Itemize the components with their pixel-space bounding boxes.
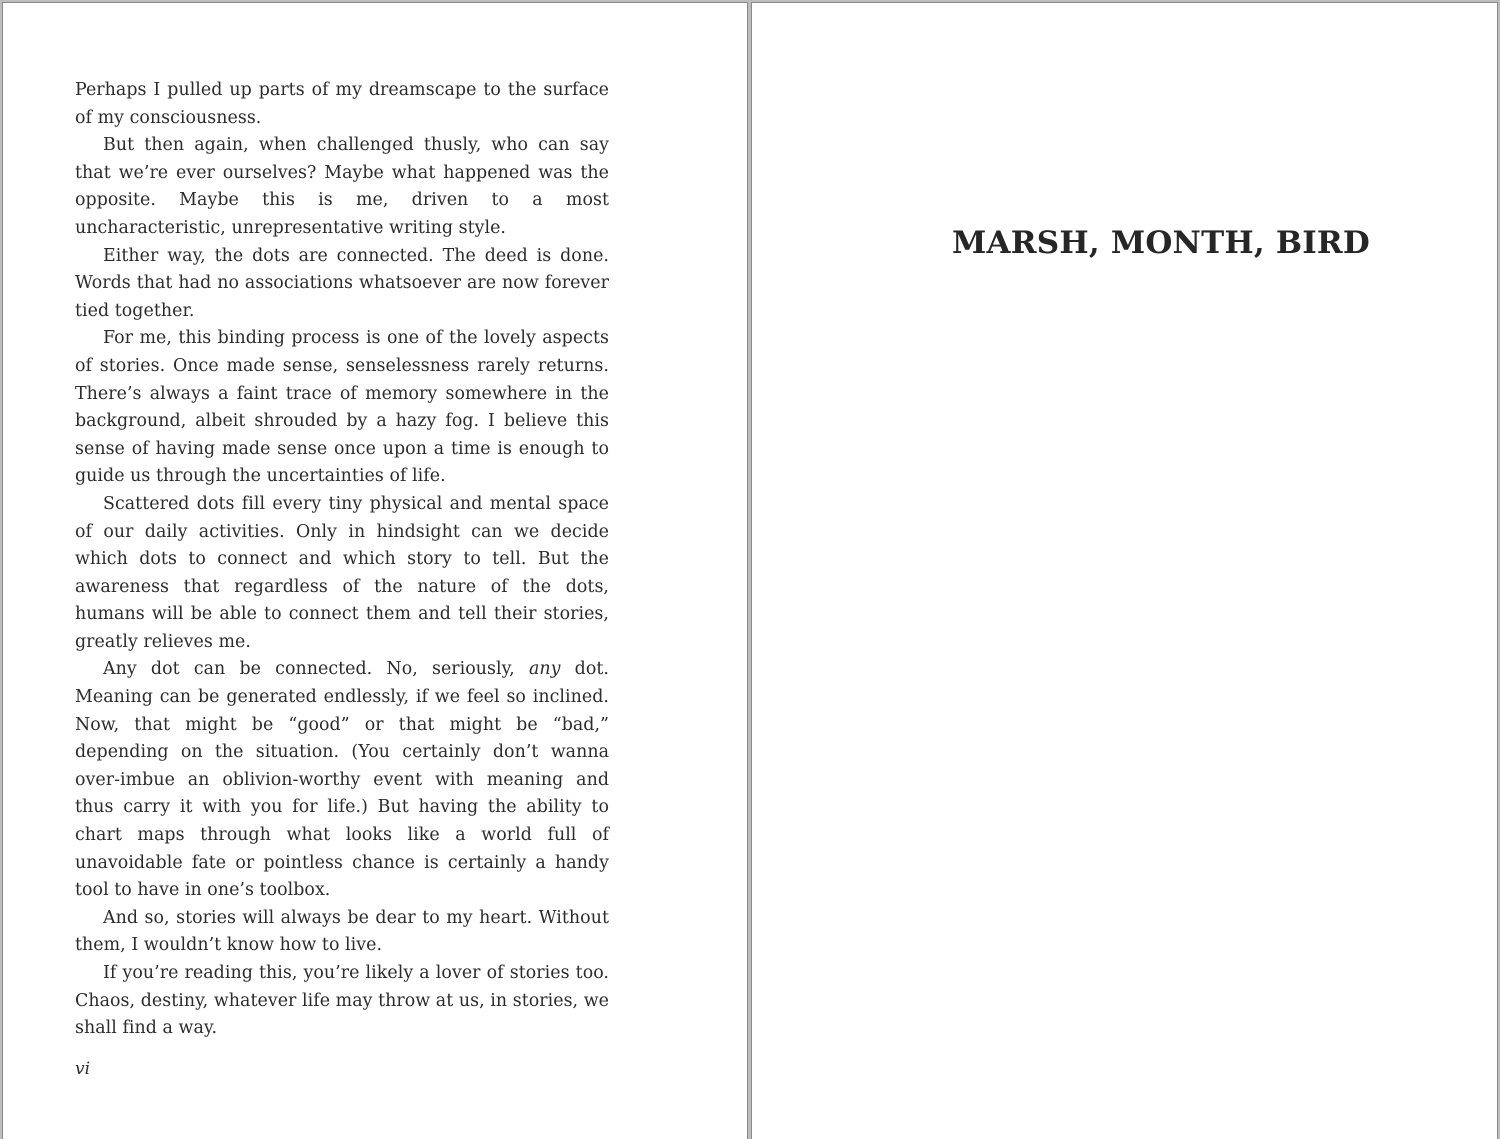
- paragraph: [75, 491, 609, 657]
- paragraph-text: Scattered dots fill every tiny physical and mental space of our daily activities. Only in hindsight can we decide which dots to connect and which story to tell. But the awareness that regardless of the nature of the dots, humans will be able to connect them and tell their stories, greatly relieves me.: [75, 493, 609, 652]
- paragraph-text: Perhaps I pulled up parts of my dreamscape to the surface of my consciousness.: [75, 80, 609, 128]
- paragraph-text: dot. Meaning can be generated endlessly, if we feel so inclined. Now, that might be “good” or that might be “bad,” depending on the situation. (You certainly don’t wanna over-imbue an oblivion-worthy event with meaning and thus carry it with you for life.) But having the ability to chart maps through what looks like a world full of unavoidable fate or pointless chance is certainly a handy tool to have in one’s toolbox.: [75, 659, 609, 901]
- paragraph: [75, 132, 609, 242]
- paragraph-text: Any dot can be connected. No, seriously,: [103, 659, 529, 680]
- paragraph-text: Either way, the dots are connected. The deed is done. Words that had no associations whatsoever are now forever tied together.: [75, 245, 609, 321]
- paragraph: [75, 243, 609, 326]
- emphasized-text: any: [528, 659, 561, 680]
- page-number: vi: [75, 1059, 91, 1079]
- paragraph: [75, 960, 609, 1043]
- left-page-body-text: [75, 77, 609, 1043]
- paragraph-text: But then again, when challenged thusly, who can say that we’re ever ourselves? Maybe what happened was the opposite. Maybe this is me, driven to a most uncharacteristic, unrepresentative writing style.: [75, 135, 609, 238]
- paragraph: [75, 905, 609, 960]
- paragraph-text: For me, this binding process is one of the lovely aspects of stories. Once made sense, senselessness rarely returns. There’s always a faint trace of memory somewhere in the background, albeit shrouded by a hazy fog. I believe this sense of having made sense once upon a time is enough to guide us through the uncertainties of life.: [75, 328, 609, 487]
- paragraph-text: And so, stories will always be dear to my heart. Without them, I wouldn’t know how to live.: [75, 907, 609, 956]
- right-page: [751, 2, 1498, 1139]
- paragraph: [75, 656, 609, 904]
- paragraph-text: If you’re reading this, you’re likely a lover of stories too. Chaos, destiny, whatever life may throw at us, in stories, we shall find a way.: [75, 963, 609, 1039]
- paragraph: [75, 77, 609, 132]
- chapter-title: MARSH, MONTH, BIRD: [952, 225, 1370, 261]
- paragraph: [75, 325, 609, 491]
- left-page: [2, 2, 748, 1139]
